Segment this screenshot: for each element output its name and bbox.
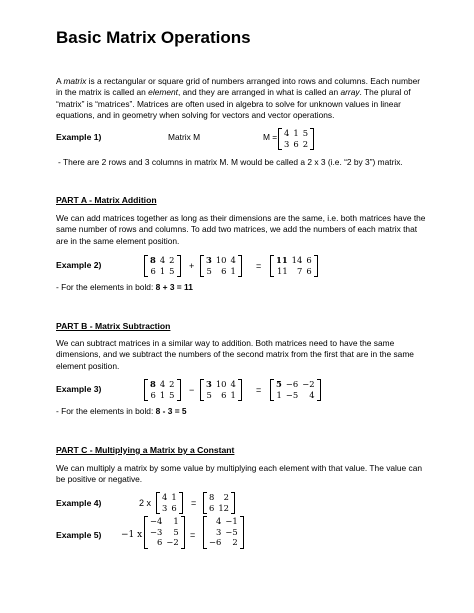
example-3-equals: = [256, 385, 262, 395]
example-2-note [56, 282, 193, 292]
matrix-element: 6 [221, 265, 227, 276]
matrix-element: −4 [150, 516, 163, 526]
matrix-element: 2 [169, 379, 175, 389]
example-2-equals: = [256, 261, 262, 271]
example-2-matrix-a [144, 255, 181, 277]
matrix-right-bracket [238, 255, 242, 277]
matrix-right-bracket [314, 255, 318, 277]
example-3-note-text: - For the elements in bold: [56, 406, 156, 416]
matrix-element: 6 [306, 255, 312, 265]
page-title: Basic Matrix Operations [56, 28, 251, 47]
example-3-matrix-b [200, 379, 242, 401]
matrix-element: −6 [209, 537, 222, 547]
example-3-matrix-a [144, 379, 181, 401]
matrix-m [278, 128, 314, 150]
example-5-label: Example 5) [56, 530, 102, 540]
matrix-grid [207, 492, 231, 514]
matrix-element: 3 [206, 255, 212, 265]
example-3-label: Example 3) [56, 384, 102, 394]
part-c-heading: PART C - Multiplying a Matrix by a Constant [56, 445, 235, 455]
matrix-element: 2 [223, 492, 230, 502]
matrix-right-bracket [181, 516, 185, 549]
matrix-element: 11 [276, 255, 288, 265]
example-2-note-text: - For the elements in bold: [56, 282, 156, 292]
matrix-right-bracket [310, 128, 314, 150]
matrix-element: 10 [215, 379, 227, 389]
matrix-grid [204, 255, 238, 277]
matrix-right-bracket [238, 379, 242, 401]
matrix-element: 5 [173, 526, 179, 537]
matrix-element: 5 [206, 265, 212, 276]
intro-text-3: , and they are arranged in what is called an [177, 87, 341, 98]
matrix-element: 4 [230, 255, 236, 265]
matrix-element: −1 [225, 516, 238, 526]
matrix-element: 6 [171, 502, 177, 513]
intro-term-matrix: matrix [63, 76, 87, 86]
matrix-element: 3 [162, 502, 168, 513]
example-4-scalar: 2 x [139, 498, 152, 508]
matrix-element: 6 [293, 138, 299, 149]
example-3-matrix-difference [270, 379, 321, 401]
matrix-element: 3 [206, 379, 212, 389]
matrix-right-bracket [177, 379, 181, 401]
example-2-plus: + [189, 261, 195, 271]
matrix-element: 1 [230, 389, 236, 400]
matrix-element: 8 [150, 379, 156, 389]
example-4-matrix [156, 492, 183, 514]
matrix-element: −6 [285, 379, 299, 389]
intro-term-array: array [340, 87, 360, 98]
matrix-element: 1 [171, 492, 177, 502]
matrix-element: 4 [159, 379, 166, 389]
matrix-element: 3 [284, 138, 290, 149]
matrix-right-bracket [179, 492, 183, 514]
matrix-element: 4 [162, 492, 168, 502]
matrix-element: 8 [209, 492, 215, 502]
matrix-element: 4 [284, 128, 290, 138]
matrix-grid [282, 128, 310, 150]
part-c-text: We can multiply a matrix by some value by multiplying each element with that value. The value can be positive or negative. [56, 463, 423, 485]
matrix-grid [160, 492, 179, 514]
matrix-element: 8 [150, 255, 156, 265]
matrix-right-bracket [317, 379, 321, 401]
matrix-element: 2 [169, 255, 175, 265]
matrix-element: 5 [276, 379, 282, 389]
part-b-text: We can subtract matrices in a similar way to addition. Both matrices need to have the same dimensions, and we subtract the numbers of the second matrix from the first that are in the same element position. [56, 338, 414, 371]
matrix-grid [148, 255, 177, 277]
matrix-grid [148, 379, 177, 401]
matrix-element: 5 [169, 389, 175, 400]
matrix-element: 4 [216, 516, 222, 526]
matrix-element: 5 [302, 128, 309, 138]
example-5-scalar: −1 x [121, 530, 143, 540]
matrix-element: 6 [150, 265, 156, 276]
example-1-label: Example 1) [56, 132, 102, 142]
matrix-element: 14 [291, 255, 303, 265]
matrix-element: −5 [285, 389, 299, 400]
example-5-matrix [144, 516, 185, 549]
matrix-grid [148, 516, 181, 549]
matrix-grid [274, 379, 317, 401]
example-1-equals: M = [263, 132, 278, 142]
matrix-element: 1 [173, 516, 179, 526]
intro-text-4: . The plural of “matrix” is “matrices”. Matrices are often used in algebra to solve for unknown values in linear equations, and in geometry when solving for vectors and vector operations. [56, 87, 411, 120]
intro-term-element: element [148, 87, 178, 98]
matrix-element: 6 [157, 537, 163, 547]
matrix-element: 6 [221, 389, 227, 400]
example-5-equals: = [190, 530, 196, 540]
example-3-minus: − [189, 385, 195, 395]
matrix-element: −2 [302, 379, 315, 389]
matrix-element: 10 [215, 255, 227, 265]
example-2-matrix-b [200, 255, 242, 277]
example-1-note: - There are 2 rows and 3 columns in matrix M. M would be called a 2 x 3 (i.e. “2 by 3”) matrix. [58, 157, 403, 167]
matrix-element: 1 [293, 128, 299, 138]
matrix-element: −3 [150, 526, 163, 537]
matrix-element: 5 [206, 389, 212, 400]
matrix-grid [204, 379, 238, 401]
matrix-element: 6 [306, 265, 312, 276]
example-2-label: Example 2) [56, 260, 102, 270]
example-2-matrix-sum [270, 255, 318, 277]
matrix-right-bracket [240, 516, 244, 549]
matrix-right-bracket [231, 492, 235, 514]
intro-text-1: A [56, 76, 64, 86]
matrix-element: 6 [209, 502, 215, 513]
example-3-note-bold: 8 - 3 = 5 [155, 406, 187, 416]
matrix-element: 5 [169, 265, 175, 276]
matrix-grid [274, 255, 314, 277]
matrix-element: 4 [230, 379, 236, 389]
part-a-text: We can add matrices together as long as their dimensions are the same, i.e. both matrices have the same number of rows and columns. To add two matrices, we add the numbers of each matrix that are in the same element position. [56, 213, 426, 246]
matrix-element: 4 [159, 255, 166, 265]
matrix-element: 3 [216, 526, 222, 537]
matrix-element: 1 [230, 265, 236, 276]
matrix-element: 1 [159, 389, 166, 400]
matrix-grid [207, 516, 240, 549]
matrix-right-bracket [177, 255, 181, 277]
matrix-element: 4 [309, 389, 315, 400]
matrix-element: 12 [218, 502, 230, 513]
example-1-matrix-name: Matrix M [168, 132, 201, 142]
matrix-element: 1 [159, 265, 166, 276]
example-2-note-bold: 8 + 3 = 11 [155, 282, 193, 292]
matrix-element: 2 [232, 537, 238, 547]
matrix-element: 1 [276, 389, 282, 400]
part-b-heading: PART B - Matrix Subtraction [56, 321, 171, 331]
example-5-result [203, 516, 244, 549]
intro-text-2: is a rectangular or square grid of numbers arranged into rows and columns. Each number in the matrix is called an [56, 76, 421, 98]
matrix-element: 2 [302, 138, 309, 149]
matrix-element: 11 [276, 265, 288, 276]
example-3-note [56, 406, 187, 416]
matrix-element: −2 [166, 537, 179, 547]
example-4-label: Example 4) [56, 498, 102, 508]
part-a-heading: PART A - Matrix Addition [56, 195, 157, 205]
example-4-equals: = [191, 498, 197, 508]
matrix-element: 7 [296, 265, 303, 276]
example-4-result [203, 492, 235, 514]
matrix-element: 6 [150, 389, 156, 400]
matrix-element: −5 [225, 526, 238, 537]
intro-paragraph [56, 76, 426, 121]
